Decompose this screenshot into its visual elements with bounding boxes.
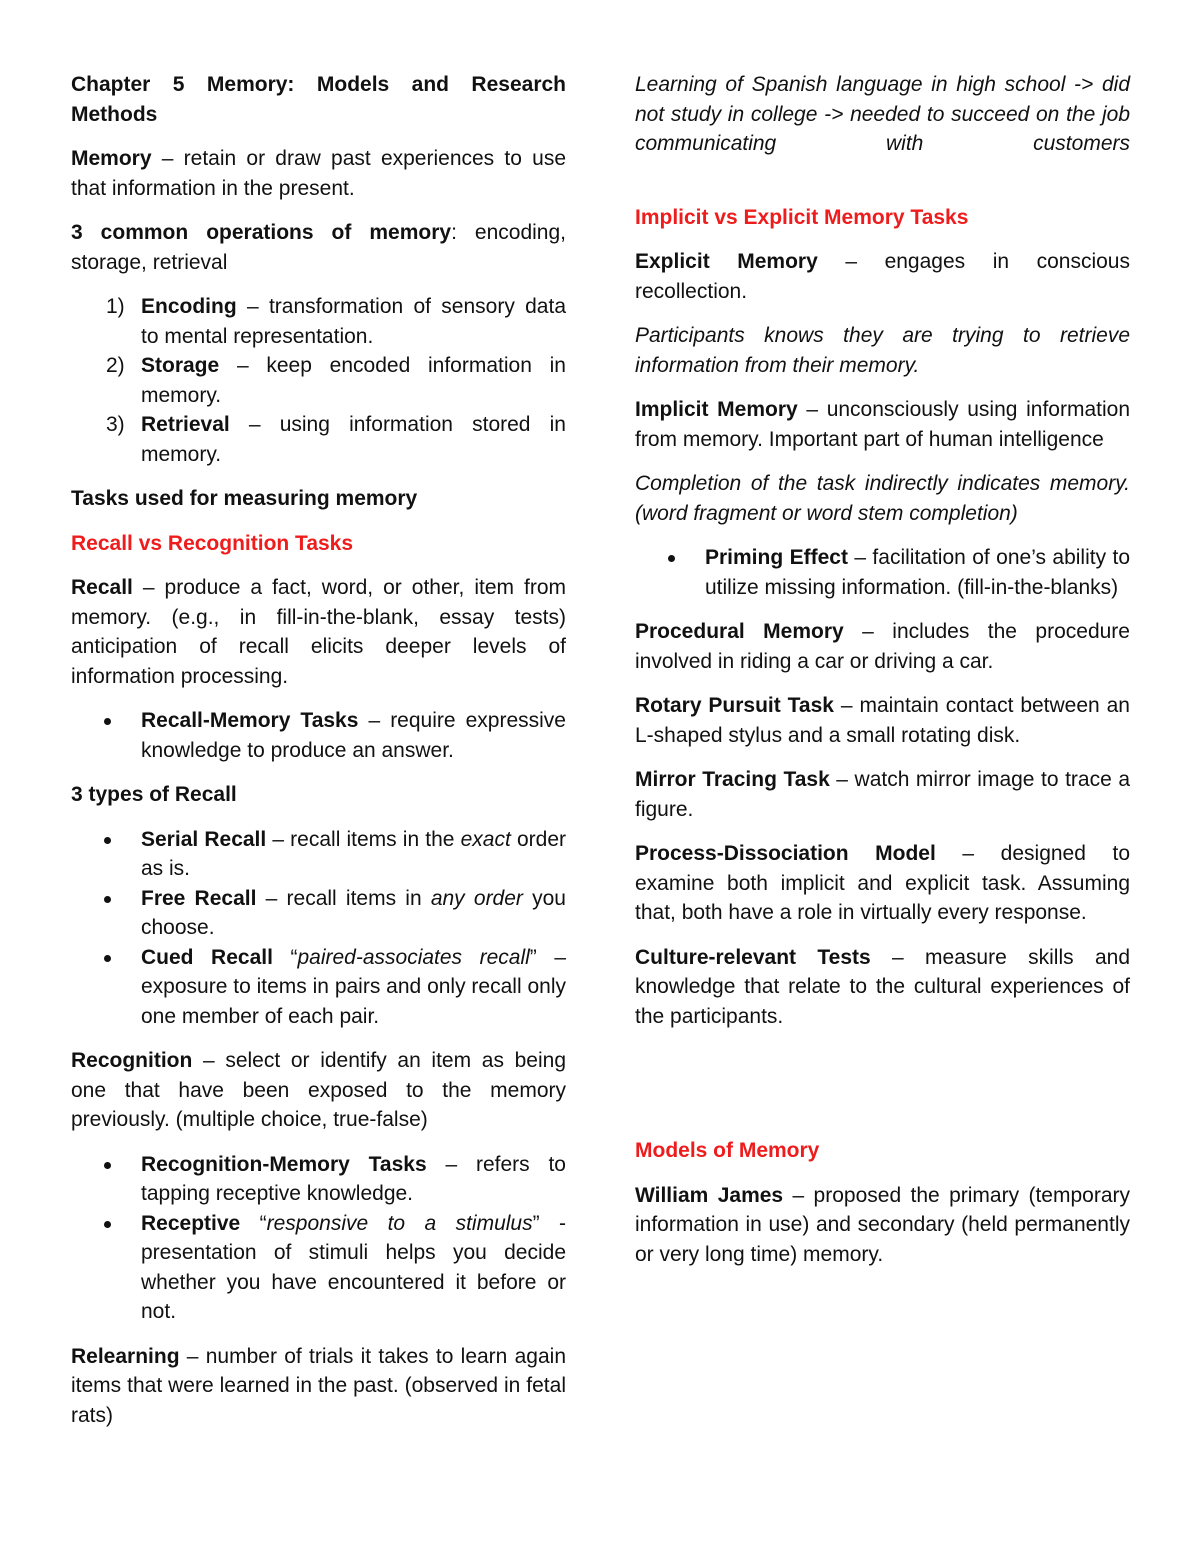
procedural-memory-definition: Procedural Memory – includes the procedure involved in riding a car or driving a car. <box>635 620 1130 673</box>
list-item: Serial Recall – recall items in the exact order as is. <box>71 825 566 884</box>
list-item: Free Recall – recall items in any order you choose. <box>71 884 566 943</box>
recall-bullets <box>71 706 566 765</box>
bullet-icon <box>668 555 675 562</box>
priming-bullets <box>635 543 1130 602</box>
recognition-definition: Recognition – select or identify an item as being one that have been exposed to the memory previously. (multiple choice, true-false) <box>71 1049 566 1131</box>
operations-list <box>71 292 566 469</box>
bullet-icon <box>104 718 111 725</box>
implicit-memory-definition: Implicit Memory – unconsciously using information from memory. Important part of human intelligence <box>635 398 1130 451</box>
relearning-definition: Relearning – number of trials it takes to learn again items that were learned in the past. (observed in fetal rats) <box>71 1344 566 1427</box>
bullet-icon <box>104 1221 111 1228</box>
bullet-icon <box>104 837 111 844</box>
list-item: Cued Recall “paired-associates recall” – exposure to items in pairs and only recall only one member of each pair. <box>71 943 566 1032</box>
left-column <box>71 70 566 1445</box>
list-item: 3) Retrieval – using information stored in memory. <box>106 413 566 466</box>
bullet-icon <box>104 955 111 962</box>
list-item: Priming Effect – facilitation of one’s ability to utilize missing information. (fill-in-the-blanks) <box>635 543 1130 602</box>
william-james-definition: William James – proposed the primary (temporary information in use) and secondary (held permanently or very long time) memory. <box>635 1183 1130 1266</box>
bullet-icon <box>104 896 111 903</box>
chapter-title: Chapter 5 Memory: Models and Research Methods <box>71 73 566 126</box>
models-heading: Models of Memory <box>635 1139 820 1162</box>
list-item: Receptive “responsive to a stimulus” - presentation of stimuli helps you decide whether you have encountered it before or not. <box>71 1209 566 1327</box>
culture-relevant-definition: Culture-relevant Tests – measure skills and knowledge that relate to the cultural experiences of the participants. <box>635 945 1130 1028</box>
process-dissociation-definition: Process-Dissociation Model – designed to examine both implicit and explicit task. Assuming that, both have a role in virtually every response. <box>635 842 1131 924</box>
list-item: 2) Storage – keep encoded information in memory. <box>106 354 566 407</box>
recall-types-list <box>71 825 566 1032</box>
recall-recognition-heading: Recall vs Recognition Tasks <box>71 531 354 555</box>
right-column <box>635 70 1130 1284</box>
recognition-bullets <box>71 1150 566 1327</box>
recall-definition: Recall – produce a fact, word, or other, item from memory. (e.g., in fill-in-the-blank, essay tests) anticipation of recall elicits deeper levels of information processing. <box>71 576 566 688</box>
list-item: Recall-Memory Tasks – require expressive knowledge to produce an answer. <box>71 706 566 765</box>
implicit-explicit-heading: Implicit vs Explicit Memory Tasks <box>635 205 969 229</box>
rotary-pursuit-definition: Rotary Pursuit Task – maintain contact between an L-shaped stylus and a small rotating disk. <box>635 694 1130 747</box>
list-item: Recognition-Memory Tasks – refers to tapping receptive knowledge. <box>71 1150 566 1209</box>
spanish-example: Learning of Spanish language in high school -> did not study in college -> needed to succeed on the job communicating with customers <box>635 73 1130 155</box>
memory-definition: Memory – retain or draw past experiences to use that information in the present. <box>71 147 566 200</box>
implicit-note: Completion of the task indirectly indicates memory. (word fragment or word stem completion) <box>635 472 1130 525</box>
recall-types-heading: 3 types of Recall <box>71 783 237 806</box>
explicit-memory-definition: Explicit Memory – engages in conscious recollection. <box>635 250 1130 303</box>
bullet-icon <box>104 1162 111 1169</box>
explicit-note: Participants knows they are trying to retrieve information from their memory. <box>635 324 1130 377</box>
tasks-heading: Tasks used for measuring memory <box>71 487 418 510</box>
operations-paragraph: 3 common operations of memory: encoding, storage, retrieval <box>71 221 566 274</box>
list-item: 1) Encoding – transformation of sensory data to mental representation. <box>106 295 566 348</box>
mirror-tracing-definition: Mirror Tracing Task – watch mirror image to trace a figure. <box>635 768 1130 821</box>
